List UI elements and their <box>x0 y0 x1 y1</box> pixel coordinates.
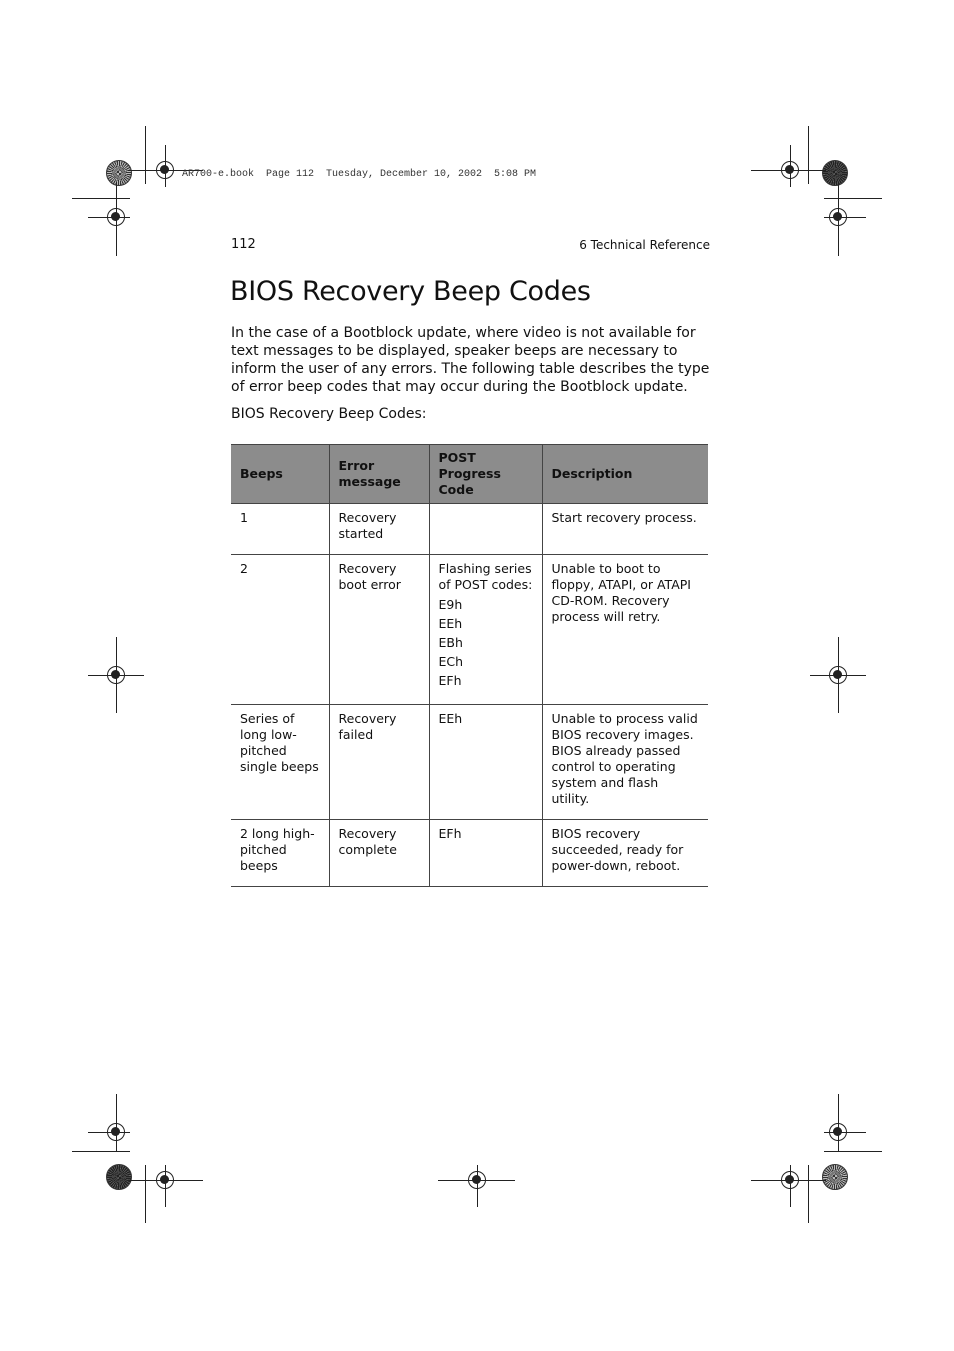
crop-mark <box>145 1165 146 1223</box>
page-title: BIOS Recovery Beep Codes <box>230 276 591 307</box>
registration-line <box>88 217 130 218</box>
cell-description: BIOS recovery succeeded, ready for power-down, reboot. <box>542 820 708 887</box>
post-code-intro: Flashing series of POST codes: <box>438 561 533 592</box>
cell-post-code: EFh <box>429 820 542 887</box>
registration-line <box>751 1180 826 1181</box>
post-code: E9h <box>438 597 463 612</box>
table-row <box>231 705 708 820</box>
print-slug: AR700-e.book Page 112 Tuesday, December 10, 2002 5:08 PM <box>182 169 537 180</box>
beep-codes-table <box>231 444 708 887</box>
crop-mark <box>72 198 130 199</box>
crop-mark <box>824 1151 882 1152</box>
cell-post-code <box>429 555 542 705</box>
registration-line <box>838 182 839 256</box>
post-code: EFh <box>438 673 462 688</box>
column-header-post-code: POST Progress Code <box>429 445 542 504</box>
post-code: EEh <box>438 616 463 631</box>
table-caption: BIOS Recovery Beep Codes: <box>231 406 427 422</box>
registration-line <box>824 1132 866 1133</box>
cell-error-message: Recovery started <box>329 504 429 555</box>
cell-error-message: Recovery boot error <box>329 555 429 705</box>
cell-description: Start recovery process. <box>542 504 708 555</box>
registration-line <box>116 1094 117 1152</box>
table-row <box>231 504 708 555</box>
registration-line <box>165 1165 166 1207</box>
crop-mark <box>145 126 146 184</box>
table-row <box>231 820 708 887</box>
color-bar-starburst-icon <box>106 1164 132 1190</box>
table-row <box>231 555 708 705</box>
crop-mark <box>808 1165 809 1223</box>
cell-beeps: Series of long low-pitched single beeps <box>231 705 329 820</box>
post-code: EBh <box>438 635 463 650</box>
color-bar-starburst-icon <box>822 160 848 186</box>
crop-mark <box>824 198 882 199</box>
cell-beeps: 1 <box>231 504 329 555</box>
registration-line <box>88 675 144 676</box>
registration-line <box>790 145 791 187</box>
column-header-beeps: Beeps <box>231 445 329 504</box>
cell-description: Unable to process valid BIOS recovery images. BIOS already passed control to operating system and flash utility. <box>542 705 708 820</box>
post-code: ECh <box>438 654 464 669</box>
registration-line <box>824 217 866 218</box>
registration-line <box>116 182 117 256</box>
registration-line <box>790 1165 791 1207</box>
registration-line <box>165 145 166 187</box>
cell-error-message: Recovery failed <box>329 705 429 820</box>
cell-error-message: Recovery complete <box>329 820 429 887</box>
crop-mark <box>808 126 809 184</box>
cell-post-code: EEh <box>429 705 542 820</box>
column-header-description: Description <box>542 445 708 504</box>
color-bar-starburst-icon <box>822 1164 848 1190</box>
registration-line <box>477 1165 478 1207</box>
registration-line <box>88 1132 130 1133</box>
cell-beeps: 2 long high-pitched beeps <box>231 820 329 887</box>
color-bar-starburst-icon <box>106 160 132 186</box>
running-head: 6 Technical Reference <box>579 238 710 252</box>
crop-mark <box>72 1151 130 1152</box>
column-header-error-message: Error message <box>329 445 429 504</box>
page-number: 112 <box>231 237 256 252</box>
registration-line <box>838 1094 839 1152</box>
cell-beeps: 2 <box>231 555 329 705</box>
registration-line <box>810 675 866 676</box>
intro-paragraph: In the case of a Bootblock update, where video is not available for text messages to be displayed, speaker beeps are necessary to inform the user of any errors. The following table describes the type of error beep codes that may occur during the Bootblock update. <box>231 325 710 395</box>
cell-post-code <box>429 504 542 555</box>
table-header-row <box>231 445 708 504</box>
cell-description: Unable to boot to floppy, ATAPI, or ATAPI CD-ROM. Recovery process will retry. <box>542 555 708 705</box>
